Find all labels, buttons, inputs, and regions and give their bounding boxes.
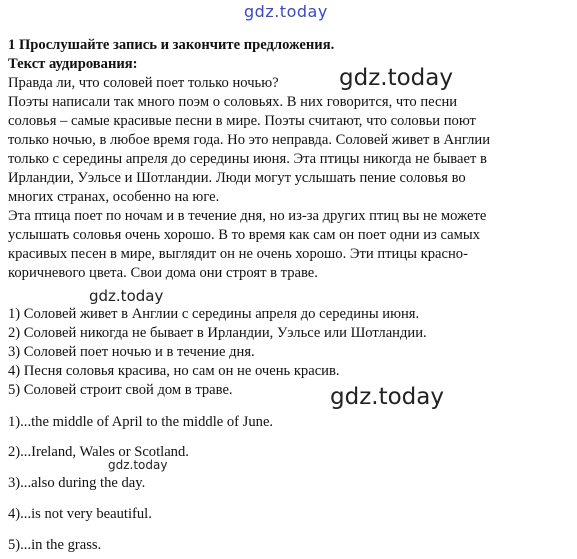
exercise-subtitle: Текст аудирования:: [8, 56, 138, 72]
text-line: многих странах, особенно на юге.: [8, 189, 220, 205]
text-line: Эта птица поет по ночам и в течение дня, но из-за других птиц вы не можете: [8, 208, 487, 224]
text-line: красивых песен в мире, выглядит он не очень хорошо. Эти птицы красно-: [8, 246, 468, 262]
watermark-right-top: gdz.today: [339, 65, 453, 91]
answer: 2)...Ireland, Wales or Scotland.: [8, 444, 189, 460]
text-line: услышать соловья очень хорошо. В то время как сам он поет одни из самых: [8, 227, 480, 243]
text-line: Ирландии, Уэльсе и Шотландии. Люди могут услышать пение соловья во: [8, 170, 466, 186]
answer: 3)...also during the day.: [8, 475, 146, 491]
text-line: только ночью, в любое время года. Но это неправда. Соловей живет в Англии: [8, 132, 491, 148]
statement: 5) Соловей строит свой дом в траве.: [8, 382, 233, 398]
answer: 5)...in the grass.: [8, 537, 102, 553]
statement: 2) Соловей никогда не бывает в Ирландии, Уэльсе или Шотландии.: [8, 325, 427, 341]
text-line: Правда ли, что соловей поет только ночью?: [8, 75, 279, 91]
statement: 1) Соловей живет в Англии с середины апреля до середины июня.: [8, 306, 420, 322]
statement: 4) Песня соловья красива, но сам он не очень красив.: [8, 363, 340, 379]
text-line: коричневого цвета. Свои дома они строят в траве.: [8, 265, 318, 281]
text-line: Поэты написали так много поэм о соловьях. В них говорится, что песни: [8, 94, 458, 110]
watermark-right-mid: gdz.today: [330, 384, 444, 410]
text-line: только с середины апреля до середины июня. Эта птицы никогда не бывает в: [8, 151, 487, 167]
watermark-small: gdz.today: [108, 458, 168, 472]
statement: 3) Соловей поет ночью и в течение дня.: [8, 344, 255, 360]
exercise-title: 1 Прослушайте запись и закончите предложения.: [8, 37, 335, 53]
answer: 1)...the middle of April to the middle of June.: [8, 414, 274, 430]
answer: 4)...is not very beautiful.: [8, 506, 152, 522]
watermark-mid-left: gdz.today: [89, 287, 164, 305]
text-line: соловья – самые красивые песни в мире. Поэты считают, что соловьи поют: [8, 113, 476, 129]
watermark-top: gdz.today: [244, 2, 328, 21]
